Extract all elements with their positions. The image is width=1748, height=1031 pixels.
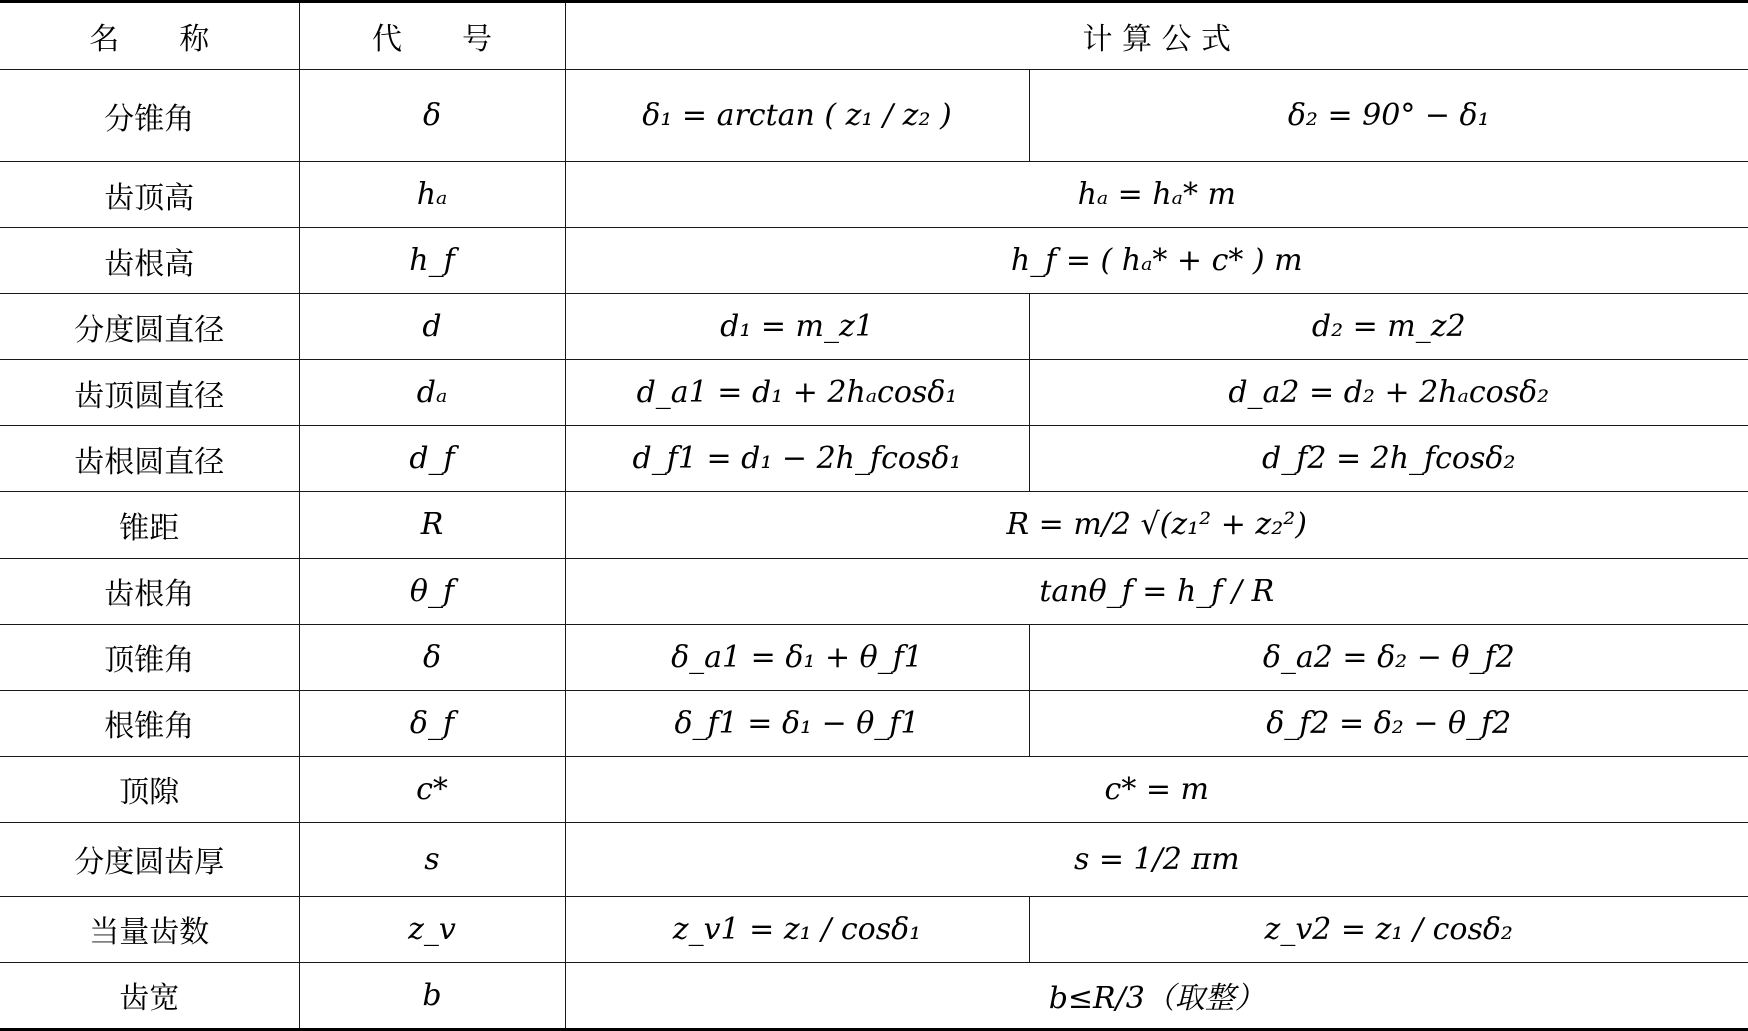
row-formula: hₐ = hₐ* m	[565, 162, 1748, 228]
header-row	[0, 2, 1748, 70]
row-name: 顶锥角	[0, 624, 299, 690]
row-symbol: R	[299, 492, 565, 558]
table-row	[0, 70, 1748, 162]
table-row	[0, 492, 1748, 558]
row-formula: s = 1/2 πm	[565, 822, 1748, 896]
row-symbol: c*	[299, 756, 565, 822]
row-name: 分锥角	[0, 70, 299, 162]
header-symbol: 代 号	[299, 2, 565, 70]
row-formula-1: δ_f1 = δ₁ − θ_f1	[565, 690, 1029, 756]
row-symbol: hₐ	[299, 162, 565, 228]
row-formula-2: d₂ = m_z2	[1029, 294, 1748, 360]
row-symbol: b	[299, 962, 565, 1029]
row-name: 分度圆齿厚	[0, 822, 299, 896]
row-formula: h_f = ( hₐ* + c* ) m	[565, 228, 1748, 294]
row-name: 齿根圆直径	[0, 426, 299, 492]
table-row	[0, 228, 1748, 294]
row-formula: b≤R/3（取整）	[565, 962, 1748, 1029]
row-formula-1: d_f1 = d₁ − 2h_fcosδ₁	[565, 426, 1029, 492]
row-symbol: d_f	[299, 426, 565, 492]
table-row	[0, 822, 1748, 896]
row-formula-2: d_a2 = d₂ + 2hₐcosδ₂	[1029, 360, 1748, 426]
header-formula: 计 算 公 式	[565, 2, 1748, 70]
table-row	[0, 558, 1748, 624]
header-name: 名 称	[0, 2, 299, 70]
row-name: 齿宽	[0, 962, 299, 1029]
row-formula-2: d_f2 = 2h_fcosδ₂	[1029, 426, 1748, 492]
row-formula-2: z_v2 = z₁ / cosδ₂	[1029, 896, 1748, 962]
row-symbol: δ	[299, 624, 565, 690]
row-name: 顶隙	[0, 756, 299, 822]
row-symbol: d	[299, 294, 565, 360]
row-symbol: δ	[299, 70, 565, 162]
row-symbol: δ_f	[299, 690, 565, 756]
row-formula-2: δ₂ = 90° − δ₁	[1029, 70, 1748, 162]
table-row	[0, 756, 1748, 822]
table-row	[0, 162, 1748, 228]
row-name: 齿根高	[0, 228, 299, 294]
row-name: 当量齿数	[0, 896, 299, 962]
row-symbol: θ_f	[299, 558, 565, 624]
row-formula-1: d_a1 = d₁ + 2hₐcosδ₁	[565, 360, 1029, 426]
table-row	[0, 294, 1748, 360]
row-formula: R = m/2 √(z₁² + z₂²)	[565, 492, 1748, 558]
table-row	[0, 962, 1748, 1029]
row-formula-1: z_v1 = z₁ / cosδ₁	[565, 896, 1029, 962]
table-row	[0, 426, 1748, 492]
row-name: 齿顶高	[0, 162, 299, 228]
row-formula-2: δ_f2 = δ₂ − θ_f2	[1029, 690, 1748, 756]
row-formula: c* = m	[565, 756, 1748, 822]
row-name: 齿根角	[0, 558, 299, 624]
row-name: 锥距	[0, 492, 299, 558]
row-symbol: z_v	[299, 896, 565, 962]
row-formula-2: δ_a2 = δ₂ − θ_f2	[1029, 624, 1748, 690]
table-row	[0, 360, 1748, 426]
row-formula-1: δ_a1 = δ₁ + θ_f1	[565, 624, 1029, 690]
row-symbol: dₐ	[299, 360, 565, 426]
row-symbol: s	[299, 822, 565, 896]
row-formula: tanθ_f = h_f / R	[565, 558, 1748, 624]
table-row	[0, 690, 1748, 756]
row-name: 分度圆直径	[0, 294, 299, 360]
row-formula-1: δ₁ = arctan ( z₁ / z₂ )	[565, 70, 1029, 162]
row-name: 根锥角	[0, 690, 299, 756]
row-formula-1: d₁ = m_z1	[565, 294, 1029, 360]
table-row	[0, 896, 1748, 962]
row-symbol: h_f	[299, 228, 565, 294]
row-name: 齿顶圆直径	[0, 360, 299, 426]
table-row	[0, 624, 1748, 690]
